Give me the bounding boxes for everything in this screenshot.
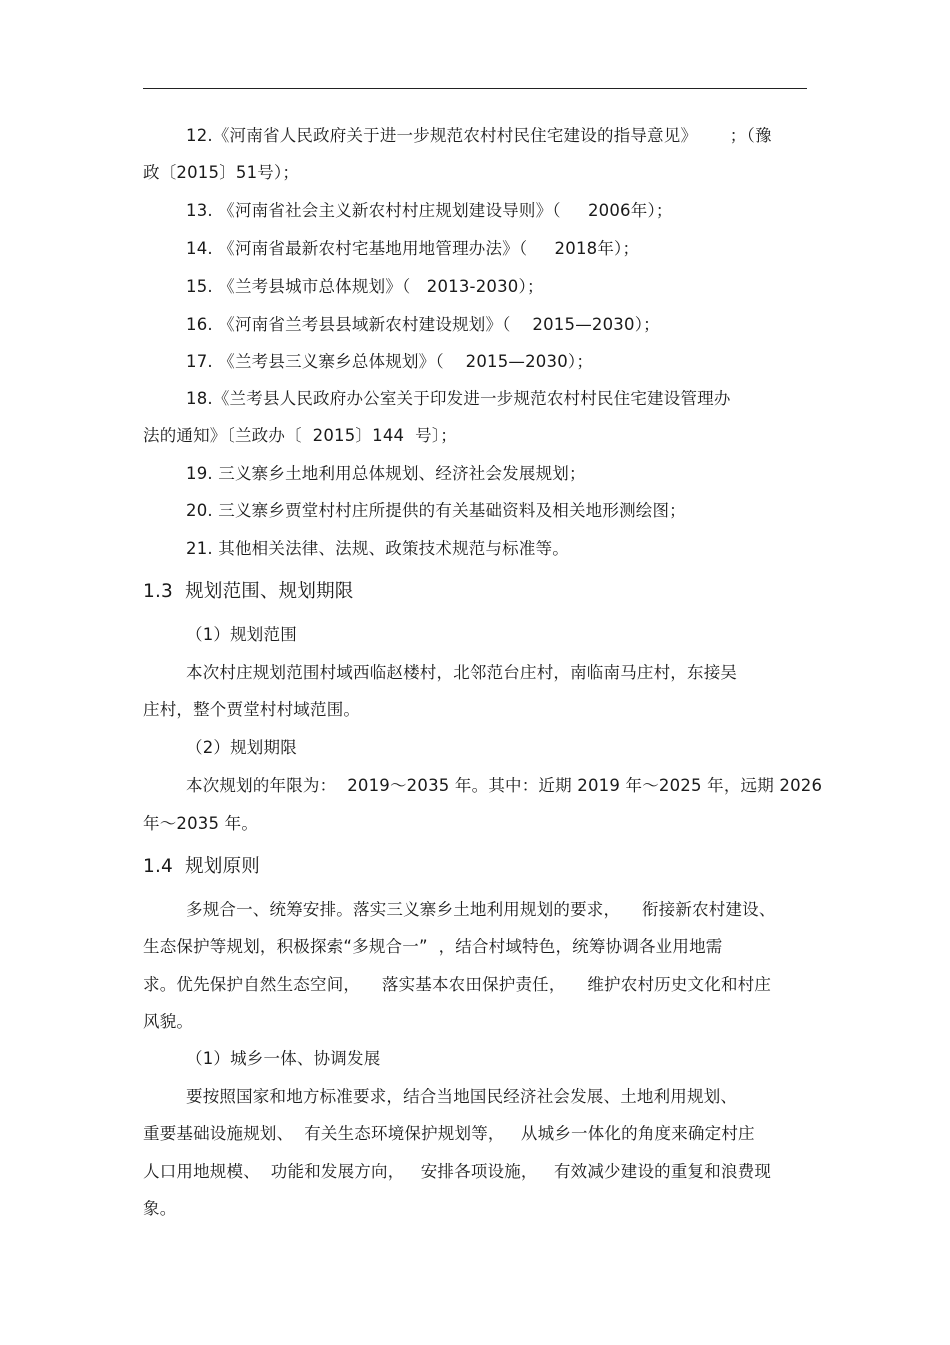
section-1-4-p2-line4: 象。: [143, 1199, 177, 1218]
reference-12-line1: 12.《河南省人民政府关于进一步规范农村村民住宅建设的指导意见》 ；（豫: [186, 126, 772, 145]
section-1-3-p1-line1: 本次村庄规划范围村域西临赵楼村，北邻范台庄村，南临南马庄村，东接吴: [186, 663, 738, 682]
section-1-4-p2-line2: 重要基础设施规划、 有关生态环境保护规划等， 从城乡一体化的角度来确定村庄: [143, 1124, 755, 1143]
section-1-3-sub1: （1）规划范围: [186, 625, 297, 644]
section-1-3-p2-line2: 年～2035 年。: [143, 814, 259, 833]
reference-12-line2: 政〔2015〕51号）；: [143, 163, 300, 182]
section-1-3-p1-line2: 庄村，整个贾堂村村域范围。: [143, 700, 361, 719]
section-1-4-p2-line3: 人口用地规模、 功能和发展方向， 安排各项设施， 有效减少建设的重复和浪费现: [143, 1162, 772, 1181]
header-rule: [143, 88, 807, 89]
reference-21: 21. 其他相关法律、法规、政策技术规范与标准等。: [186, 539, 569, 558]
section-1-3-sub2: （2）规划期限: [186, 738, 297, 757]
reference-15: 15. 《兰考县城市总体规划》（ 2013-2030）；: [186, 277, 544, 296]
section-1-4-p1-line4: 风貌。: [143, 1012, 194, 1031]
section-1-4-p1-line2: 生态保护等规划，积极探索“多规合一” ，结合村域特色，统筹协调各业用地需: [143, 937, 723, 956]
reference-13: 13. 《河南省社会主义新农村村庄规划建设导则》（ 2006年）；: [186, 201, 673, 220]
reference-14: 14. 《河南省最新农村宅基地用地管理办法》（ 2018年）；: [186, 239, 640, 258]
reference-18-line2: 法的通知》〔兰政办〔 2015〕144 号〕；: [143, 426, 457, 445]
section-1-4-sub1: （1）城乡一体、协调发展: [186, 1049, 381, 1068]
reference-17: 17. 《兰考县三义寨乡总体规划》（ 2015—2030）；: [186, 352, 594, 371]
reference-16: 16. 《河南省兰考县县域新农村建设规划》（ 2015—2030）；: [186, 315, 660, 334]
section-1-4-heading: 1.4 规划原则: [143, 856, 260, 877]
section-1-4-p1-line3: 求。优先保护自然生态空间， 落实基本农田保护责任， 维护农村历史文化和村庄: [143, 975, 772, 994]
reference-20: 20. 三义寨乡贾堂村村庄所提供的有关基础资料及相关地形测绘图；: [186, 501, 686, 520]
reference-19: 19. 三义寨乡土地利用总体规划、经济社会发展规划；: [186, 464, 586, 483]
section-1-3-p2-line1: 本次规划的年限为： 2019～2035 年。其中：近期 2019 年～2025 年，远期 2026: [186, 776, 823, 795]
section-1-4-p1-line1: 多规合一、统筹安排。落实三义寨乡土地利用规划的要求， 衔接新农村建设、: [186, 900, 776, 919]
section-1-3-heading: 1.3 规划范围、规划期限: [143, 581, 354, 602]
reference-18-line1: 18.《兰考县人民政府办公室关于印发进一步规范农村村民住宅建设管理办: [186, 389, 731, 408]
section-1-4-p2-line1: 要按照国家和地方标准要求，结合当地国民经济社会发展、土地利用规划、: [186, 1087, 738, 1106]
